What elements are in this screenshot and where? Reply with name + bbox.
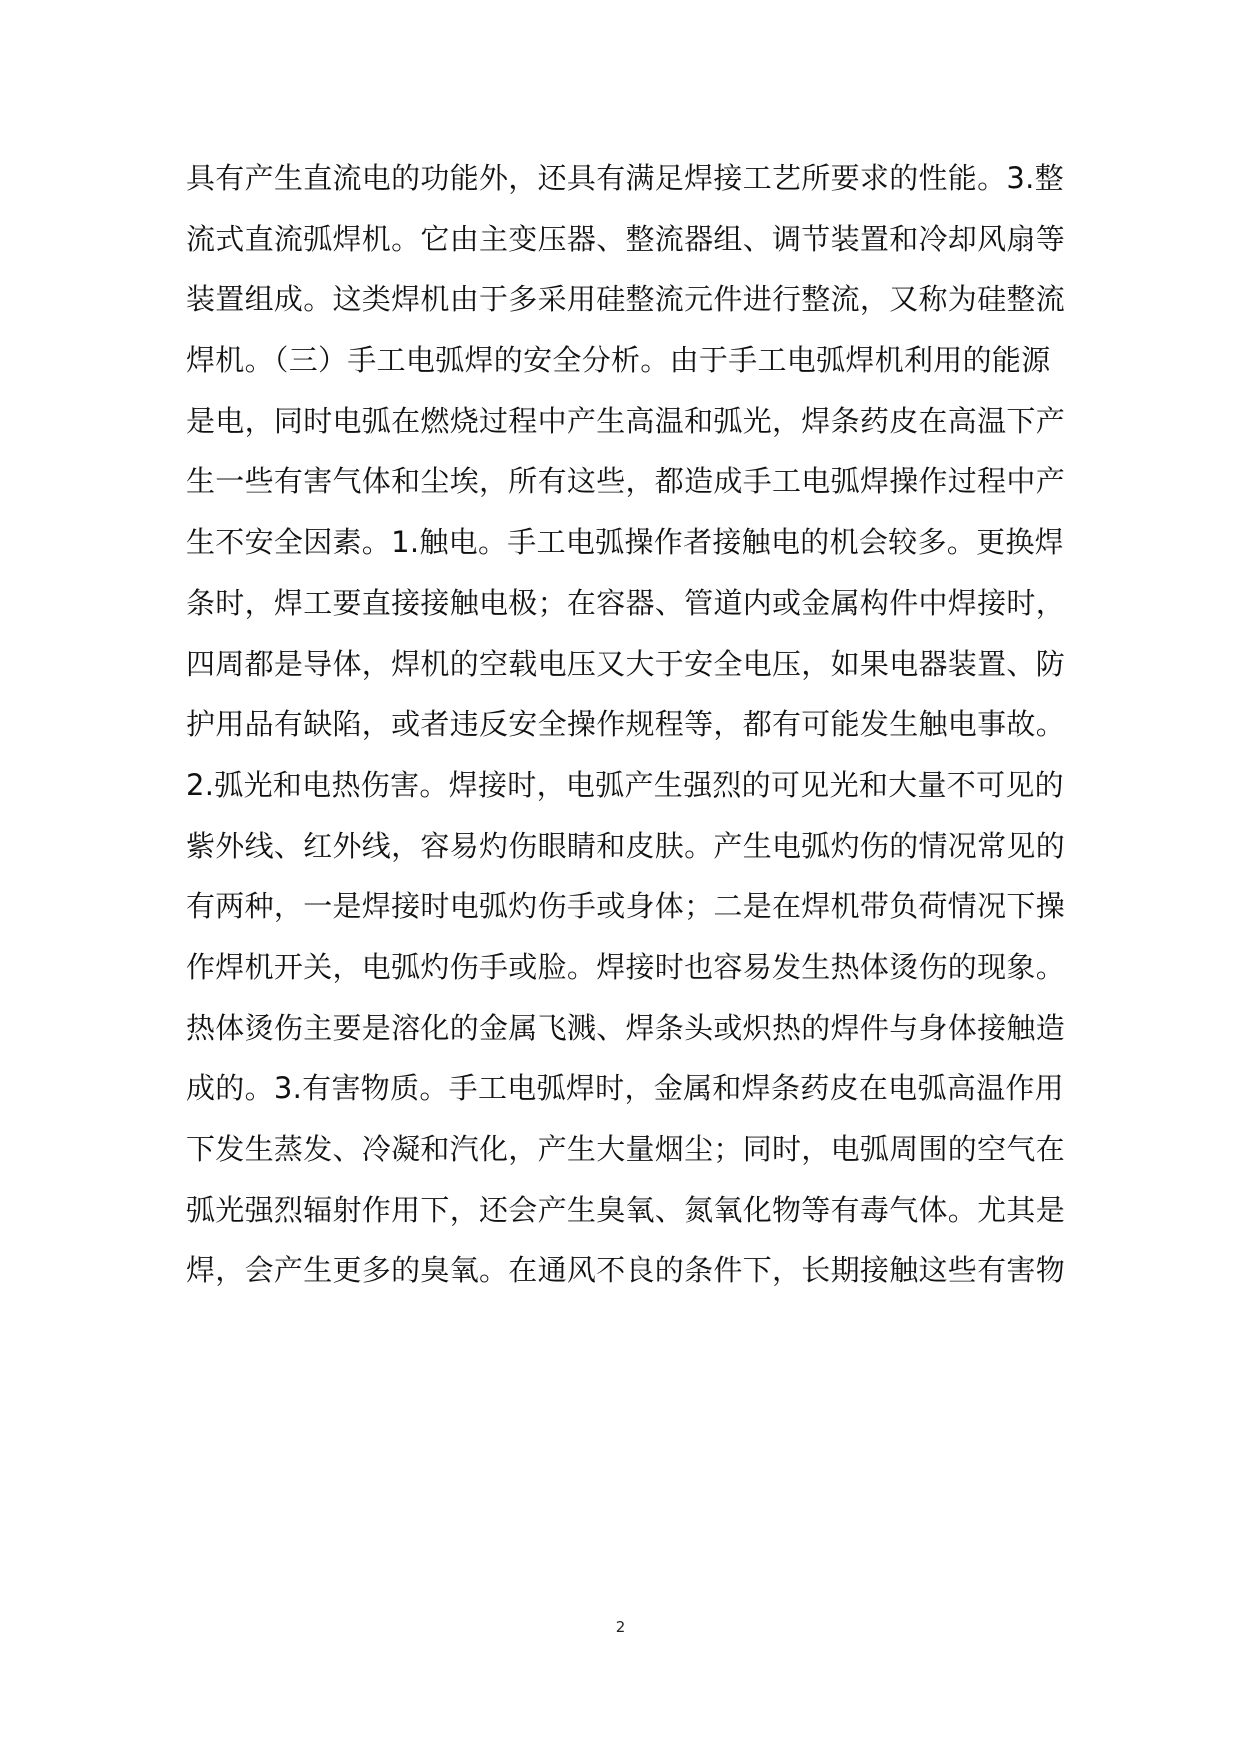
text-line: 具有产生直流电的功能外，还具有满足焊接工艺所要求的性能。3.整: [186, 161, 1064, 195]
text-line: 焊机。（三）手工电弧焊的安全分析。由于手工电弧焊机利用的能源: [186, 343, 1051, 378]
text-line: 2.弧光和电热伤害。焊接时，电弧产生强烈的可见光和大量不可见的: [186, 767, 1064, 802]
text-line: 是电，同时电弧在燃烧过程中产生高温和弧光，焊条药皮在高温下产: [186, 403, 1066, 438]
body-text: [186, 148, 1066, 1301]
text-line: 生不安全因素。1.触电。手工电弧操作者接触电的机会较多。更换焊: [186, 525, 1064, 560]
text-line: 作焊机开关，电弧灼伤手或脸。焊接时也容易发生热体烫伤的现象。: [186, 949, 1066, 984]
text-line: 装置组成。这类焊机由于多采用硅整流元件进行整流，又称为硅整流: [186, 282, 1066, 317]
text-line: 成的。3.有害物质。手工电弧焊时，金属和焊条药皮在电弧高温作用: [186, 1071, 1064, 1106]
text-line: 紫外线、红外线，容易灼伤眼睛和皮肤。产生电弧灼伤的情况常见的: [186, 828, 1066, 863]
text-line: 护用品有缺陷，或者违反安全操作规程等，都有可能发生触电事故。: [186, 707, 1066, 742]
text-line: 热体烫伤主要是溶化的金属飞溅、焊条头或炽热的焊件与身体接触造: [186, 1010, 1066, 1045]
page-number: 2: [615, 1618, 626, 1636]
text-line: 生一些有害气体和尘埃，所有这些，都造成手工电弧焊操作过程中产: [186, 464, 1066, 499]
text-line: 流式直流弧焊机。它由主变压器、整流器组、调节装置和冷却风扇等: [186, 221, 1066, 256]
text-line: 下发生蒸发、冷凝和汽化，产生大量烟尘；同时，电弧周围的空气在: [186, 1132, 1066, 1166]
text-line: 弧光强烈辐射作用下，还会产生臭氧、氮氧化物等有毒气体。尤其是: [186, 1192, 1066, 1227]
text-line: 四周都是导体，焊机的空载电压又大于安全电压，如果电器装置、防: [186, 646, 1066, 681]
text-line: 焊，会产生更多的臭氧。在通风不良的条件下，长期接触这些有害物: [186, 1253, 1066, 1288]
text-line: 条时，焊工要直接接触电极；在容器、管道内或金属构件中焊接时，: [186, 585, 1066, 620]
text-line: 有两种，一是焊接时电弧灼伤手或身体；二是在焊机带负荷情况下操: [186, 889, 1066, 924]
